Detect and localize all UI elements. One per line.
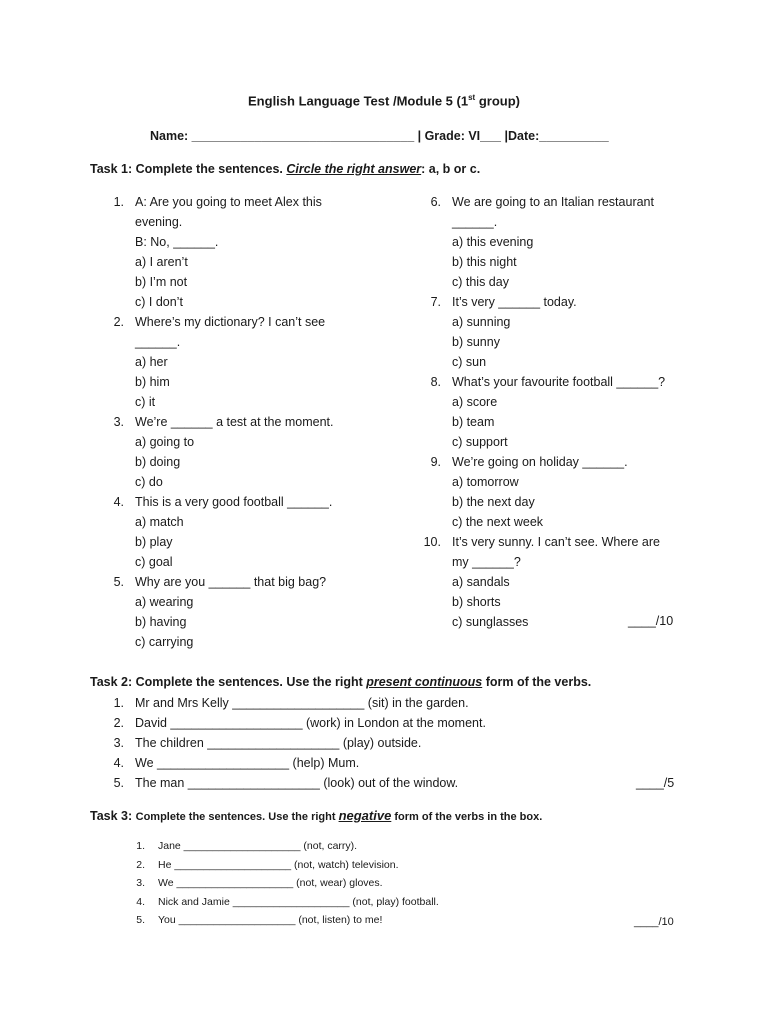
item-text: It’s very ______ today. [452,295,577,309]
task1-heading [90,162,480,176]
item-text: c) sun [452,355,487,369]
item-text: a) match [135,515,184,529]
item-number: 3. [136,877,145,889]
item-text: my ______? [452,555,521,569]
item-text: David ___________________ (work) in London at the moment. [135,716,486,730]
item-text: This is a very good football ______. [135,495,333,509]
item-text: b) him [135,375,170,389]
item-text: B: No, ______. [135,235,219,249]
item-text: We ____________________ (not, wear) gloves. [158,877,383,889]
item-text: c) this day [452,275,509,289]
item-number: 5. [113,776,124,790]
item-text: ______. [452,215,498,229]
item-text: b) the next day [452,495,535,509]
item-text: a) I aren’t [135,255,188,269]
item-text: We are going to an Italian restaurant [452,195,654,209]
item-number: 2. [136,858,145,871]
item-text: a) going to [135,435,195,449]
page-title [0,93,768,108]
item-number: 2. [113,716,124,730]
item-text: What’s your favourite football ______? [452,375,666,389]
task1-heading-pre: Task 1: Complete the sentences. [90,162,287,176]
item-number: 2. [113,315,124,329]
item-text: Why are you ______ that big bag? [135,575,327,589]
item-text: b) team [452,415,495,429]
task3-heading-emphasis: negative [338,808,392,823]
item-number: 4. [113,756,124,770]
item-text: c) support [452,435,508,449]
item-text: We ___________________ (help) Mum. [135,756,360,770]
item-number: 7. [430,295,441,309]
item-text: a) wearing [135,595,194,609]
item-text: evening. [135,215,183,229]
item-text: b) this night [452,255,517,269]
item-text: You ____________________ (not, listen) to me! [158,914,383,926]
item-number: 1. [113,696,124,710]
item-text: b) doing [135,455,181,469]
title-superscript: st [468,93,476,102]
task2-heading-pre: Task 2: Complete the sentences. Use the right [90,675,367,689]
item-text: c) do [135,475,163,489]
item-text: a) this evening [452,235,534,249]
item-text: Jane ____________________ (not, carry). [158,840,358,852]
item-text: a) tomorrow [452,475,519,489]
item-text: We’re going on holiday ______. [452,455,628,469]
item-number: 9. [430,455,441,469]
item-number: 5. [113,575,124,589]
task3-score: ____/10 [634,916,674,928]
task3-heading-post: form of the verbs in the box. [391,811,543,823]
item-number: 6. [430,195,441,209]
item-number: 3. [113,415,124,429]
item-text: a) sandals [452,575,510,589]
item-text: b) having [135,615,187,629]
item-text: Nick and Jamie ____________________ (not, play) football. [158,895,439,908]
item-number: 8. [430,375,441,389]
item-text: b) sunny [452,335,500,349]
item-text: c) it [135,395,156,409]
item-text: The children ___________________ (play) outside. [135,736,422,750]
item-text: c) I don’t [135,295,183,309]
task1-score: ____/10 [628,614,674,628]
item-number: 5. [136,914,145,926]
item-text: ______. [135,335,181,349]
task2-score: ____/5 [636,776,675,790]
item-number: 1. [136,840,145,852]
item-number: 1. [113,195,124,209]
task1-heading-emphasis: Circle the right answer [286,162,422,176]
item-text: Where’s my dictionary? I can’t see [135,315,326,329]
item-number: 3. [113,736,124,750]
item-text: a) her [135,355,168,369]
item-text: b) shorts [452,595,501,609]
item-text: c) sunglasses [452,615,529,629]
item-number: 10. [423,535,441,549]
item-text: c) the next week [452,515,544,529]
title-end: group) [475,93,520,109]
task1-heading-post: : a, b or c. [421,162,481,176]
item-text: c) goal [135,555,173,569]
item-text: A: Are you going to meet Alex this [135,195,322,209]
item-text: The man ___________________ (look) out of the window. [135,776,459,790]
title-main: English Language Test /Module 5 (1 [248,93,469,109]
task3-heading-pre: Task 3: [90,809,136,823]
item-number: 4. [113,495,124,509]
item-text: He ____________________ (not, watch) television. [158,858,399,871]
task3-heading [90,808,542,823]
item-text: b) I’m not [135,275,188,289]
task2-heading [90,675,591,689]
name-grade-date-line: Name: ________________________________ | Grade: VI___ |Date:__________ [150,129,609,143]
item-text: We’re ______ a test at the moment. [135,415,334,429]
task3-heading-mid: Complete the sentences. Use the right [135,811,339,823]
item-text: a) sunning [452,315,511,329]
item-text: It’s very sunny. I can’t see. Where are [452,535,660,549]
item-number: 4. [136,895,145,908]
item-text: a) score [452,395,498,409]
task2-heading-post: form of the verbs. [482,675,592,689]
item-text: b) play [135,535,173,549]
item-text: Mr and Mrs Kelly ___________________ (sit) in the garden. [135,696,469,710]
item-text: c) carrying [135,635,194,649]
task2-heading-emphasis: present continuous [366,675,483,689]
